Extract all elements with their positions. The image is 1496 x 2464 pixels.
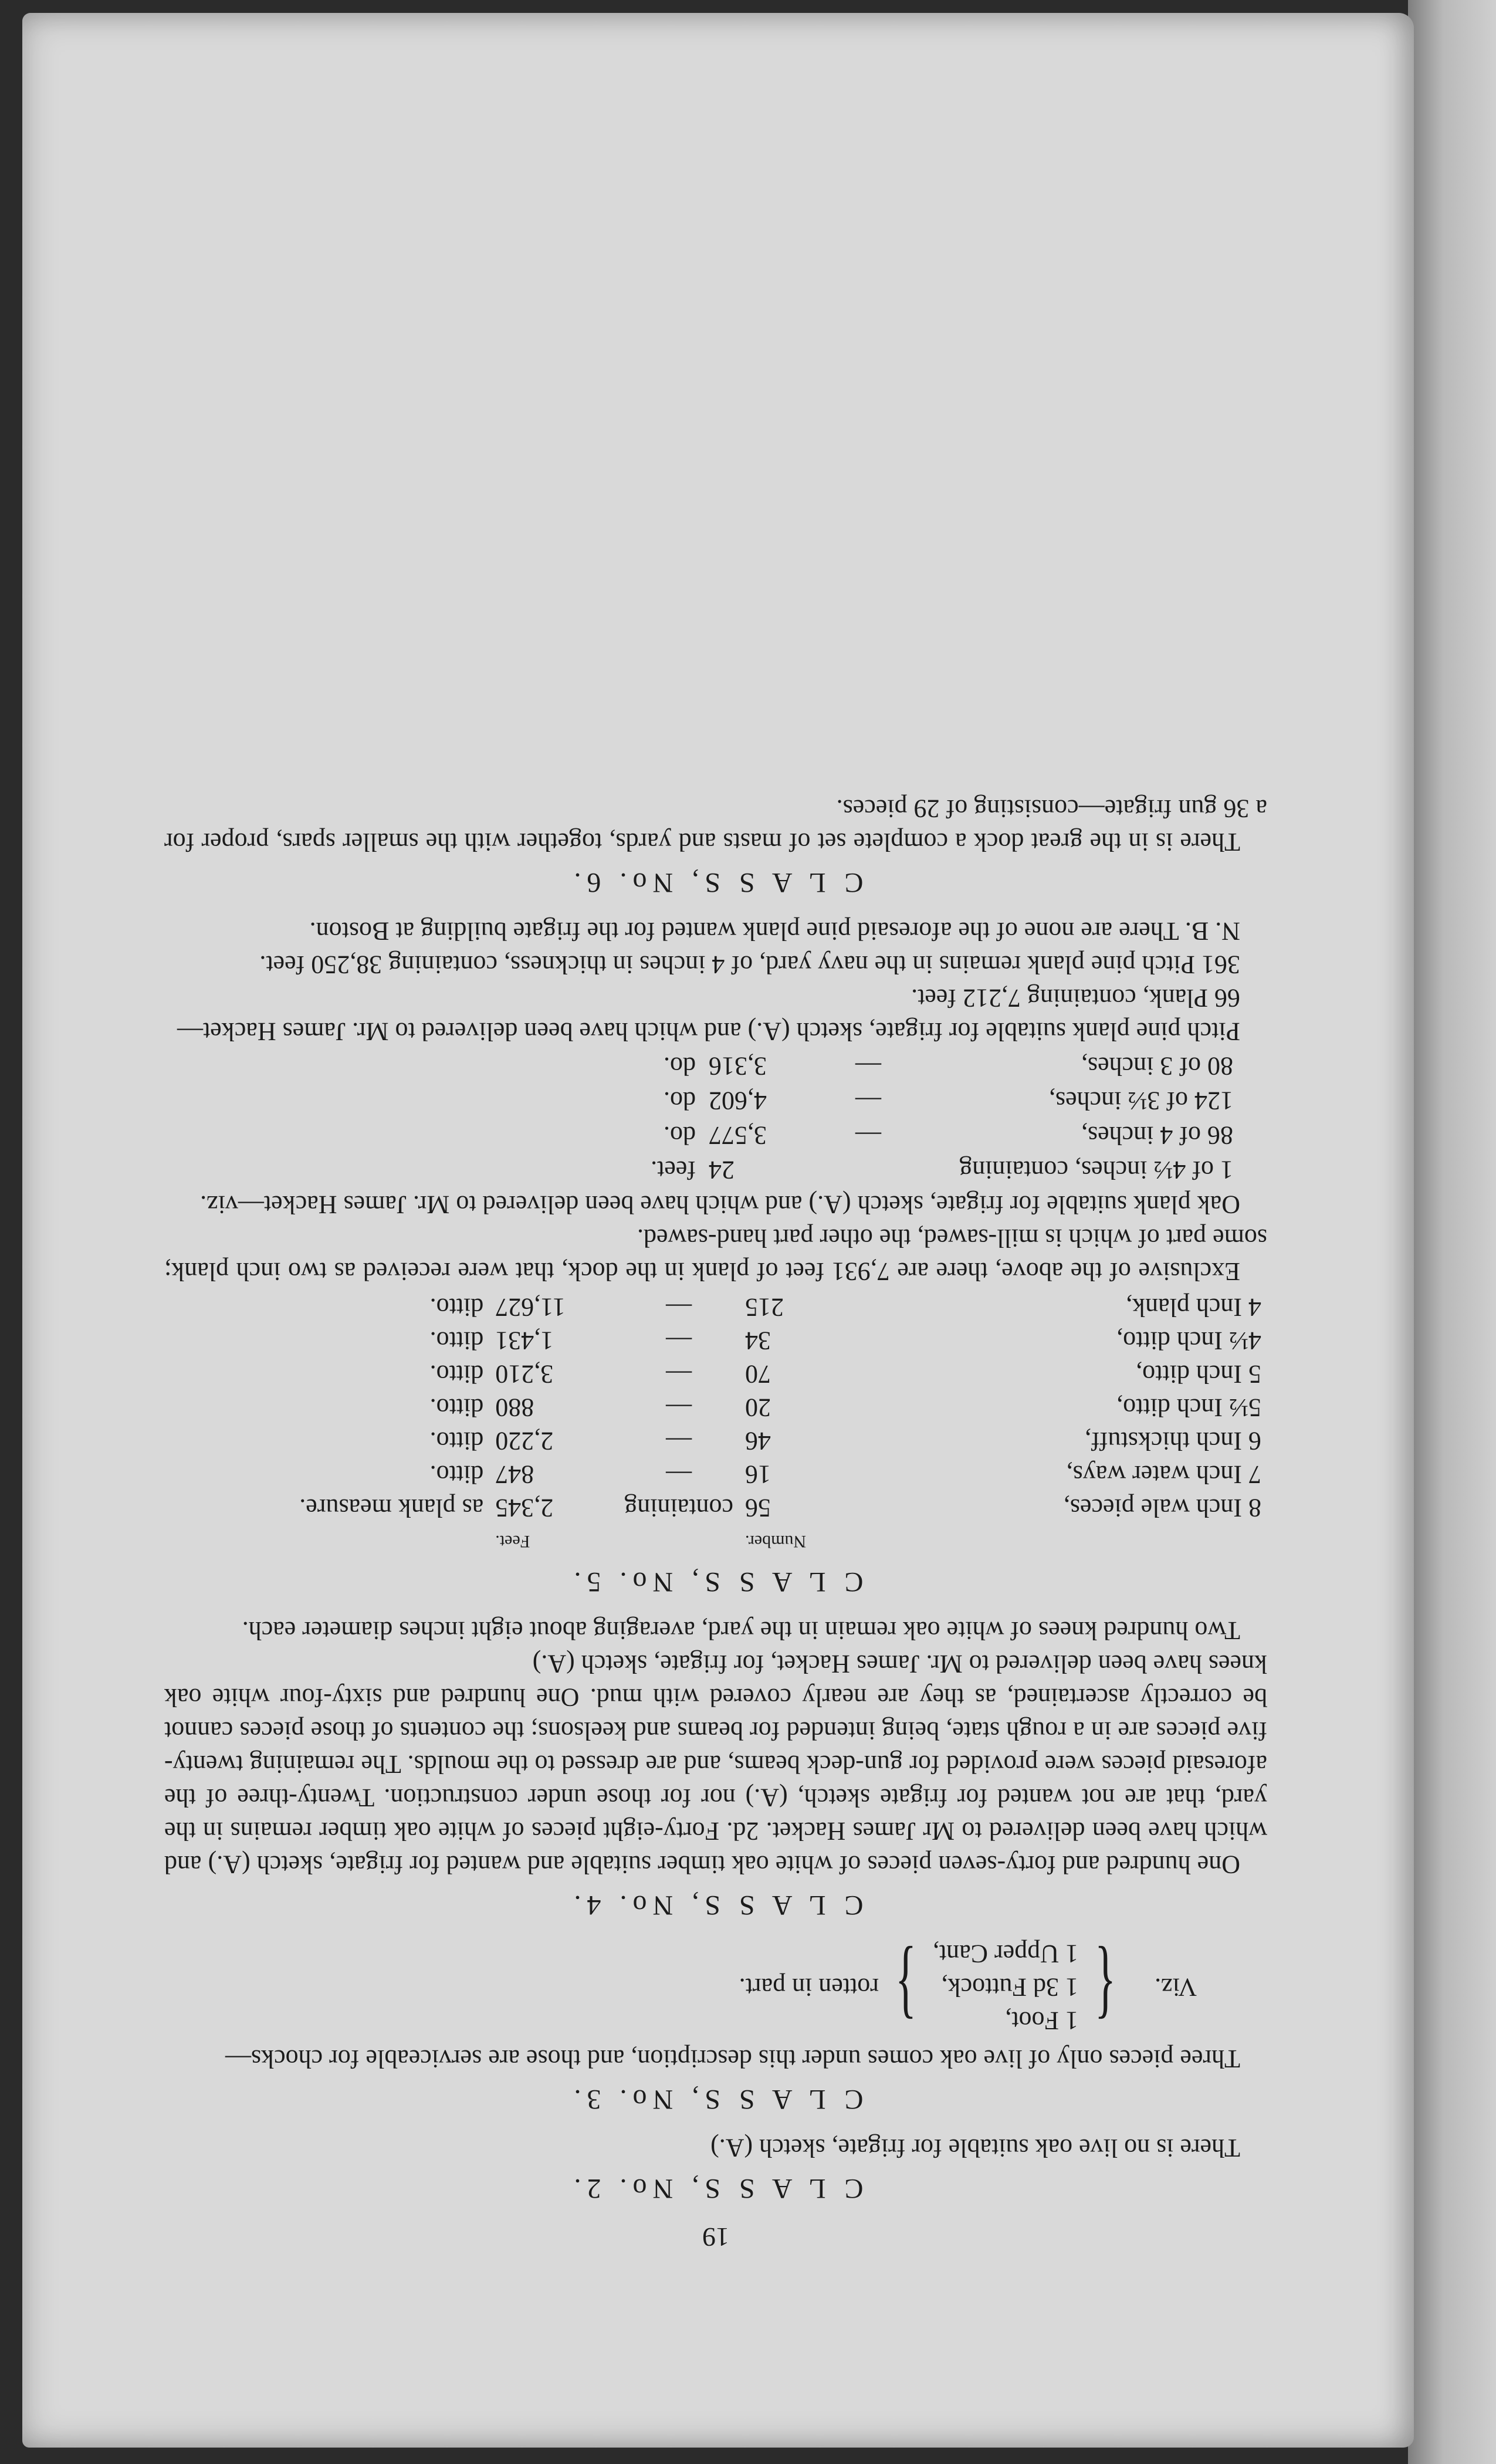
row-number: 16 bbox=[745, 1460, 771, 1489]
class-4-para-1: One hundred and forty-seven pieces of white oak timber suitable and wanted for frigate, sketch (A.) and which have been delivered to Mr James Hacket. 2d. Forty-eight pieces of white oak timber remains in the yard, that are not wanted for frigate sketch, (A.) nor for those under construction. Twenty-three of the aforesaid pieces were provided for gun-deck beams, and are dressed to the moulds. The remaining twenty-five pieces are in a rough state, being intended for beams and keelsons; the contents of those pieces cannot be correctly ascertained, as they are nearly covered with mud. One hundred and sixty-four white oak knees have been delivered to Mr. James Hacket, for frigate, sketch (A.) bbox=[164, 1650, 1267, 1879]
item-label: 86 of 4 inches, bbox=[1081, 1121, 1233, 1150]
row-label: 5 Inch ditto, bbox=[1136, 1360, 1261, 1389]
pitch-pine-remains: 361 Pitch pine plank remains in the navy yard, of 4 inches in thickness, containing 38,250 feet. bbox=[259, 950, 1240, 979]
class-2-heading: C L A S S, No. 2. bbox=[568, 2173, 864, 2204]
table-row bbox=[196, 1491, 1267, 1525]
item-unit: do. bbox=[664, 1121, 696, 1150]
row-connector: — bbox=[666, 1326, 692, 1355]
left-brace: { bbox=[1095, 1938, 1116, 2036]
class-5-exclusive-para: Exclusive of the above, there are 7,931 feet of plank in the dock, that were received as two inch plank; some part of which is mill-sawed, the other part hand-sawed. bbox=[164, 1224, 1267, 1286]
row-unit: ditto. bbox=[429, 1326, 484, 1355]
row-connector: — bbox=[666, 1427, 692, 1456]
list-item bbox=[645, 1084, 1266, 1118]
table-row bbox=[196, 1324, 1267, 1358]
row-number: 70 bbox=[745, 1360, 771, 1389]
item-unit: do. bbox=[664, 1087, 696, 1115]
pitch-pine-intro: Pitch pine plank suitable for frigate, sketch (A.) and which have been delivered to Mr. James Hacket— bbox=[177, 1017, 1240, 1046]
nota-bene: N. B. There are none of the aforesaid pine plank wanted for the frigate building at Boston. bbox=[309, 917, 1240, 946]
item-feet: 3,316 bbox=[709, 1052, 767, 1081]
viz-items bbox=[933, 1937, 1078, 2037]
row-connector: — bbox=[666, 1393, 692, 1422]
row-feet: 3,210 bbox=[495, 1360, 554, 1389]
row-connector: containing bbox=[624, 1494, 733, 1522]
table-row bbox=[196, 1458, 1267, 1491]
class-4-para-2: Two hundred knees of white oak remain in the yard, averaging about eight inches diameter each. bbox=[242, 1616, 1240, 1645]
row-unit: ditto. bbox=[429, 1293, 484, 1322]
item-label: 1 of 4½ inches, containing bbox=[959, 1156, 1233, 1184]
item-unit: feet. bbox=[651, 1156, 696, 1184]
table-header-row bbox=[196, 1525, 1267, 1558]
right-brace: } bbox=[895, 1938, 916, 2036]
row-unit: as plank measure. bbox=[299, 1494, 484, 1522]
table-row bbox=[196, 1291, 1267, 1324]
row-label: 6 Inch thickstuff, bbox=[1084, 1427, 1261, 1456]
class-6-heading: C L A S S, No. 6. bbox=[568, 867, 864, 898]
row-unit: ditto. bbox=[429, 1427, 484, 1456]
row-label: 5½ Inch ditto, bbox=[1116, 1393, 1261, 1422]
row-connector: — bbox=[666, 1460, 692, 1489]
row-label: 4½ Inch ditto, bbox=[1116, 1326, 1261, 1355]
row-number: 34 bbox=[745, 1326, 771, 1355]
document-sheet bbox=[22, 13, 1414, 2448]
class-5-timber-table bbox=[196, 1291, 1267, 1558]
row-unit: ditto. bbox=[429, 1393, 484, 1422]
col-number-header: Number. bbox=[745, 1532, 807, 1551]
class-3-text: Three pieces only of live oak comes under this description, and those are serviceable for chocks— bbox=[225, 2045, 1240, 2073]
item-connector: — bbox=[855, 1052, 881, 1081]
list-item bbox=[645, 1119, 1266, 1152]
row-feet: 880 bbox=[495, 1393, 534, 1422]
class-5-heading: C L A S S, No. 5. bbox=[568, 1566, 864, 1597]
item-label: 124 of 3½ inches, bbox=[1048, 1087, 1233, 1115]
item-unit: do. bbox=[664, 1052, 696, 1081]
col-feet-header: Feet. bbox=[495, 1532, 530, 1551]
row-feet: 1,431 bbox=[495, 1326, 554, 1355]
viz-note: rotten in part. bbox=[739, 1973, 879, 2002]
oak-plank-list bbox=[644, 1048, 1267, 1188]
row-label: 7 Inch water ways, bbox=[1066, 1460, 1261, 1489]
page-content bbox=[164, 792, 1267, 2254]
item-feet: 3,577 bbox=[709, 1121, 767, 1150]
row-label: 4 Inch plank, bbox=[1126, 1293, 1261, 1322]
item-label: 80 of 3 inches, bbox=[1081, 1052, 1233, 1081]
row-label: 8 Inch wale pieces, bbox=[1063, 1494, 1261, 1522]
row-unit: ditto. bbox=[429, 1360, 484, 1389]
viz-item: 1 Foot, bbox=[1005, 2006, 1078, 2035]
table-row bbox=[196, 1358, 1267, 1391]
row-number: 56 bbox=[745, 1494, 771, 1522]
table-row bbox=[196, 1391, 1267, 1424]
list-item bbox=[645, 1050, 1266, 1083]
class-2-text: There is no live oak suitable for frigate, sketch (A.) bbox=[710, 2134, 1240, 2162]
row-number: 215 bbox=[745, 1293, 784, 1322]
row-connector: — bbox=[666, 1293, 692, 1322]
item-feet: 24 bbox=[709, 1156, 735, 1184]
class-3-viz-list bbox=[164, 1937, 1197, 2037]
item-connector bbox=[815, 1153, 921, 1187]
class-4-heading: C L A S S, No. 4. bbox=[568, 1890, 864, 1921]
row-feet: 847 bbox=[495, 1460, 534, 1489]
row-feet: 2,220 bbox=[495, 1427, 554, 1456]
list-item bbox=[645, 1153, 1266, 1187]
item-connector: — bbox=[855, 1121, 881, 1150]
row-unit: ditto. bbox=[429, 1460, 484, 1489]
row-feet: 11,627 bbox=[495, 1293, 566, 1322]
adjacent-page-edge bbox=[1408, 0, 1496, 2464]
oak-plank-intro: Oak plank suitable for frigate, sketch (A.) and which have been delivered to Mr. James Hacket—viz. bbox=[200, 1190, 1240, 1219]
viz-item: 1 3d Futtock, bbox=[941, 1973, 1078, 2002]
page-rotated bbox=[22, 13, 1414, 2448]
item-connector: — bbox=[855, 1087, 881, 1115]
pitch-pine-line: 66 Plank, containing 7,212 feet. bbox=[911, 984, 1240, 1013]
row-feet: 2,345 bbox=[495, 1494, 554, 1522]
viz-label: Viz. bbox=[1155, 1973, 1197, 2002]
viz-item: 1 Upper Cant, bbox=[932, 1940, 1078, 1968]
class-3-heading: C L A S S, No. 3. bbox=[568, 2084, 864, 2115]
row-connector: — bbox=[666, 1360, 692, 1389]
item-feet: 4,602 bbox=[709, 1087, 767, 1115]
row-number: 20 bbox=[745, 1393, 771, 1422]
class-6-text: There is in the great dock a complete set of masts and yards, together with the smaller spars, proper for a 36 gun frigate—consisting of 29 pieces. bbox=[164, 794, 1267, 857]
table-row bbox=[196, 1424, 1267, 1458]
page-number: 19 bbox=[702, 2222, 729, 2252]
row-number: 46 bbox=[745, 1427, 771, 1456]
